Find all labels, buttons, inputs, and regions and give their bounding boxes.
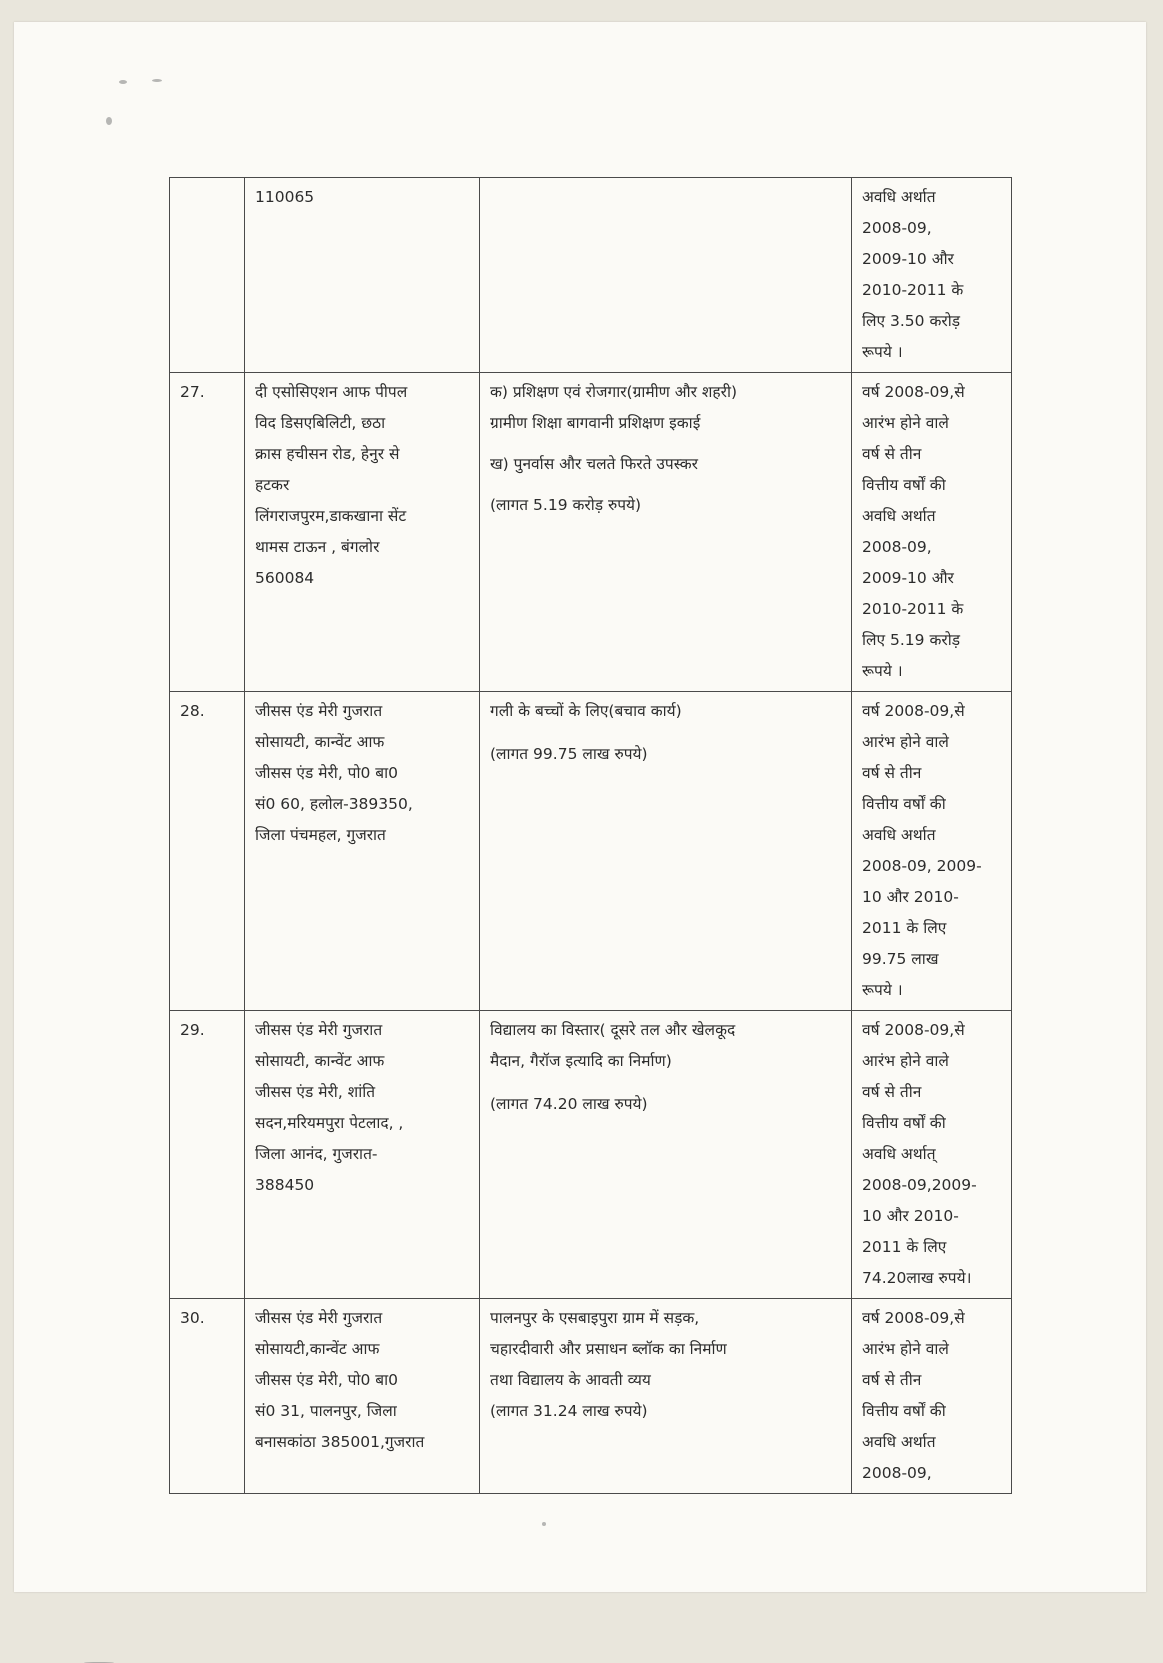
table-row — [170, 178, 1012, 373]
serial-number-cell: 28. — [170, 692, 245, 1011]
organization-cell: दी एसोसिएशन आफ पीपल विद डिसएबिलिटी, छठा क्रास हचीसन रोड, हेनुर से हटकर लिंगराजपुरम,डाकखाना सेंट थामस टाऊन , बंगलोर 560084 — [245, 373, 480, 692]
project-cell — [480, 373, 852, 692]
project-item: ख) पुनर्वास और चलते फिरते उपस्कर — [490, 455, 698, 473]
scan-speck — [106, 117, 112, 125]
project-item: पालनपुर के एसबाइपुरा ग्राम में सड़क, चहारदीवारी और प्रसाधन ब्लॉक का निर्माण तथा विद्यालय के आवती व्यय (लागत 31.24 लाख रुपये) — [490, 1309, 727, 1420]
period-cell: वर्ष 2008-09,से आरंभ होने वाले वर्ष से तीन वित्तीय वर्षों की अवधि अर्थात 2008-09, 2009-10 और 2010-2011 के लिए 5.19 करोड़ रूपये । — [852, 373, 1012, 692]
organization-cell: जीसस एंड मेरी गुजरात सोसायटी,कान्वेंट आफ जीसस एंड मेरी, पो0 बा0 सं0 31, पालनपुर, जिला बनासकांठा 385001,गुजरात — [245, 1299, 480, 1494]
project-cost: (लागत 5.19 करोड़ रुपये) — [490, 496, 642, 514]
project-item: विद्यालय का विस्तार( दूसरे तल और खेलकूद मैदान, गैरॉज इत्यादि का निर्माण) — [490, 1021, 736, 1070]
organization-cell: 110065 — [245, 178, 480, 373]
grant-table — [169, 177, 1012, 1494]
document-page — [14, 22, 1146, 1592]
period-cell: वर्ष 2008-09,से आरंभ होने वाले वर्ष से तीन वित्तीय वर्षों की अवधि अर्थात 2008-09, — [852, 1299, 1012, 1494]
scan-speck — [542, 1522, 546, 1526]
period-cell: वर्ष 2008-09,से आरंभ होने वाले वर्ष से तीन वित्तीय वर्षों की अवधि अर्थात 2008-09, 2009- 10 और 2010- 2011 के लिए 99.75 लाख रूपये । — [852, 692, 1012, 1011]
scan-speck — [119, 80, 127, 84]
table-row — [170, 692, 1012, 1011]
project-cell — [480, 692, 852, 1011]
organization-cell: जीसस एंड मेरी गुजरात सोसायटी, कान्वेंट आफ जीसस एंड मेरी, पो0 बा0 सं0 60, हलोल-389350, जिला पंचमहल, गुजरात — [245, 692, 480, 1011]
project-cost: (लागत 99.75 लाख रुपये) — [490, 745, 648, 763]
table-row — [170, 373, 1012, 692]
project-item: क) प्रशिक्षण एवं रोजगार(ग्रामीण और शहरी) ग्रामीण शिक्षा बागवानी प्रशिक्षण इकाई — [490, 383, 738, 432]
table-row — [170, 1299, 1012, 1494]
project-cell — [480, 1299, 852, 1494]
scan-speck — [152, 79, 162, 82]
organization-cell: जीसस एंड मेरी गुजरात सोसायटी, कान्वेंट आफ जीसस एंड मेरी, शांति सदन,मरियमपुरा पेटलाद, , जिला आनंद, गुजरात- 388450 — [245, 1011, 480, 1299]
period-cell: वर्ष 2008-09,से आरंभ होने वाले वर्ष से तीन वित्तीय वर्षों की अवधि अर्थात् 2008-09,2009- 10 और 2010- 2011 के लिए 74.20लाख रुपये। — [852, 1011, 1012, 1299]
serial-number-cell: 29. — [170, 1011, 245, 1299]
project-cell — [480, 1011, 852, 1299]
serial-number-cell — [170, 178, 245, 373]
serial-number-cell: 30. — [170, 1299, 245, 1494]
project-cell — [480, 178, 852, 373]
period-cell: अवधि अर्थात 2008-09, 2009-10 और 2010-2011 के लिए 3.50 करोड़ रूपये । — [852, 178, 1012, 373]
project-cost: (लागत 74.20 लाख रुपये) — [490, 1095, 648, 1113]
table-row — [170, 1011, 1012, 1299]
serial-number-cell: 27. — [170, 373, 245, 692]
project-item: गली के बच्चों के लिए(बचाव कार्य) — [490, 702, 682, 720]
